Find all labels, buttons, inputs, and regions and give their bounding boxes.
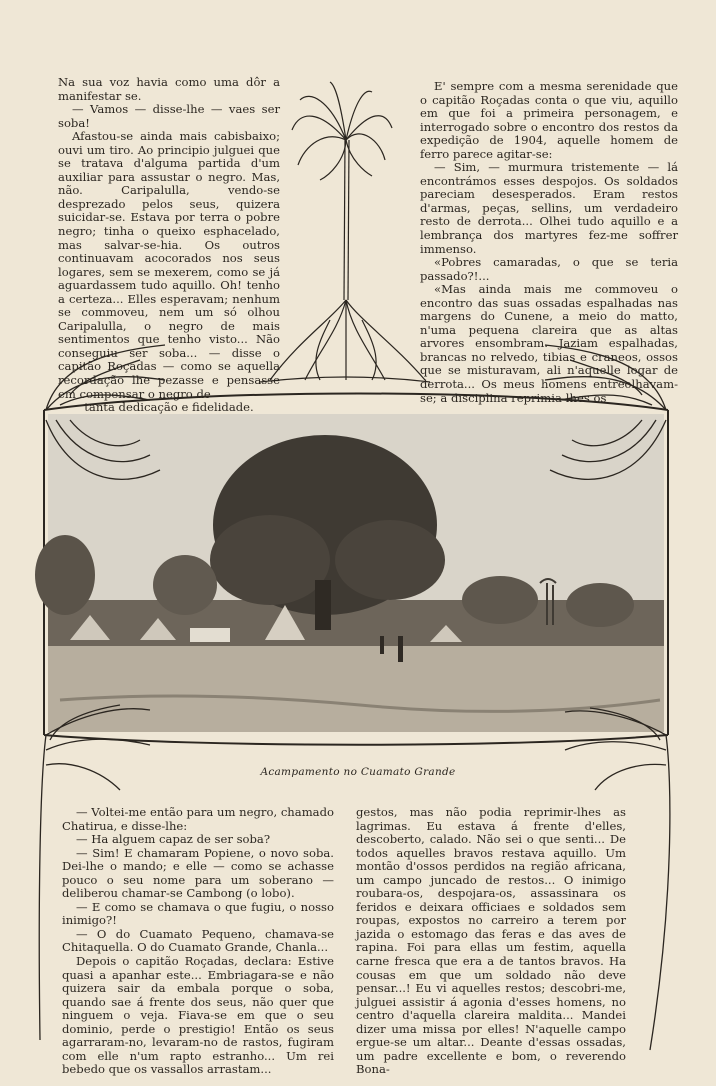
article-column-bottom-left xyxy=(62,806,334,1077)
paragraph: — Ha alguem capaz de ser soba? xyxy=(76,832,271,847)
paragraph: — E como se chamava o que fugiu, o nosso inimigo?! xyxy=(62,899,334,928)
paragraph: — Vamos — disse-lhe — vaes ser soba! xyxy=(58,102,280,130)
paragraph: «Pobres camaradas, o que se teria passado?!... xyxy=(420,255,678,283)
photo-caption: Acampamento no Cuamato Grande xyxy=(260,766,456,778)
paragraph: Afastou-se ainda mais cabisbaixo; ouvi um tiro. Ao principio julguei que se tratava d'alguma partida d'um auxiliar para assustar o negro. Mas, não. Caripalulla, vendo-se desprezado pelos seus, quizera suicidar-se. Estava por terra o pobre negro; tinha o queixo esphacelado, mas salvar-se-hia. Os outros continuavam acocorados nos seus logares, sem se mexerem, como se já aguardassem tudo aquillo. Oh! tenho a certeza... Elles esperavam; nenhum se commoveu, nem um só olhou Caripalulla, o negro de mais sentimentos que tenho visto... Não conseguiu ser soba... — disse o capitão Roçadas — como se aquella recordação lhe pezasse e pensasse em compensar o negro de xyxy=(58,129,280,401)
paragraph: gestos, mas não podia reprimir-lhes as lagrimas. Eu estava á frente d'elles, descoberto, calado. Não sei o que senti... De todos aquelles bravos restava aquillo. Um montão d'ossos perdidos na região africana, um campo juncado de restos... O inimigo roubara-os, despojara-os, assassinara os feridos e deixara officiaes e soldados sem roupas, expostos no carreiro a terem por jazida o estomago das feras e das aves de rapina. Foi para ellas um festim, aquella carne fresca que era a de tantos bravos. Ha cousas em que um soldado não deve pensar...! Eu vi aquelles restos; descobri-me, julguei assistir á agonia d'esses homens, no centro d'aquella clareira maldita... Mandei dizer uma missa por elles! N'aquelle campo ergue-se um altar... Deante d'essas ossadas, um padre excellente e bom, o reverendo Bona- xyxy=(356,805,626,1077)
article-column-top-right xyxy=(420,80,678,405)
paragraph: — Sim! E chamaram Popiene, o novo soba. Dei-lhe o mando; e elle — como se achasse pouco o seu nome para um soberano — deliberou chamar-se Cambong (o lobo). xyxy=(62,845,334,901)
article-column-bottom-right xyxy=(356,806,626,1077)
paragraph: E' sempre com a mesma serenidade que o capitão Roçadas conta o que viu, aquillo em que foi a primeira personagem, e interrogado sobre o encontro dos restos da expedição de 1904, aquelle homem de ferro parece agitar-se: xyxy=(420,79,678,161)
article-column-top-left xyxy=(58,76,280,415)
paragraph: — Voltei-me então para um negro, chamado Chatirua, e disse-lhe: xyxy=(62,805,334,833)
paragraph: «Mas ainda mais me commoveu o encontro das suas ossadas espalhadas nas margens do Cunene, a meio do matto, n'uma pequena clareira que as altas arvores ensombram. Jaziam espalhadas, brancas no relvedo, tibias e craneos, ossos que se misturavam, ali n'aquelle logar de derrota... Os meus homens entreolhavam-se; a disciplina reprimia-lhes os xyxy=(420,282,678,405)
paragraph: Na sua voz havia como uma dôr a manifestar se. xyxy=(58,75,280,103)
paragraph: Depois o capitão Roçadas, declara: Estive quasi a apanhar este... Embriagara-se e não quizera sair da embala porque o soba, quando sae á frente dos seus, não quer que ninguem o veja. Fiava-se em que o seu dominio, perde o prestigio! Então os seus agarraram-no, levaram-no de rastos, fugiram com elle n'um rapto estranho... Um rei bebedo que os vassallos arrastam... xyxy=(62,954,334,1077)
paragraph: tanta dedicação e fidelidade. xyxy=(84,400,254,415)
paragraph: — Sim, — murmura tristemente — lá encontrámos esses despojos. Os soldados pareciam desesperados. Eram restos d'armas, peças, sellins, um verdadeiro resto de derrota... Olhei tudo aquillo e a lembrança dos martyres fez-me soffrer immenso. xyxy=(420,160,678,256)
paragraph: — O do Cuamato Pequeno, chamava-se Chitaquella. O do Cuamato Grande, Chanla... xyxy=(62,926,334,955)
